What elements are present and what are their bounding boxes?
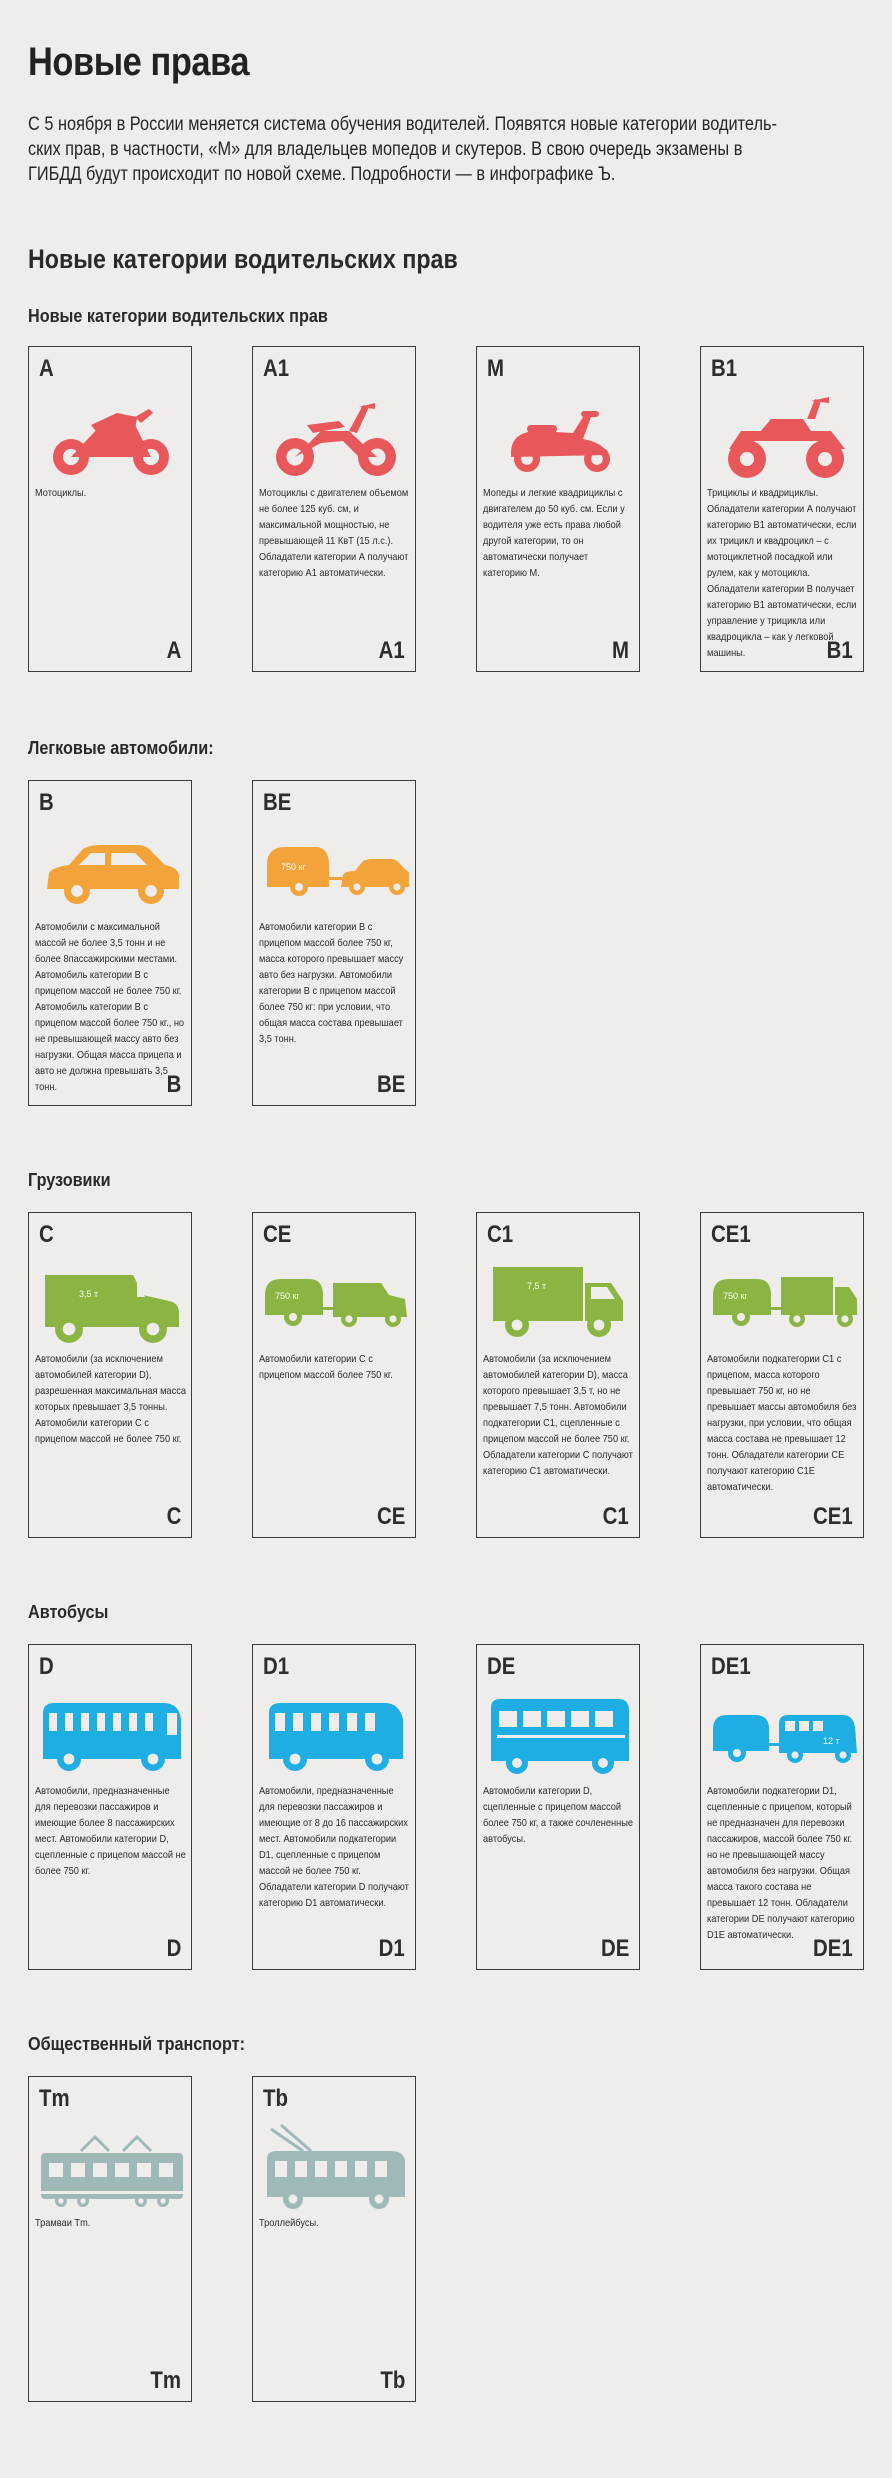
section-title: Новые категории водительских прав <box>28 306 328 326</box>
category-code-footer: B1 <box>826 637 853 664</box>
svg-text:12 т: 12 т <box>823 1736 840 1746</box>
category-code-footer: C <box>166 1503 181 1530</box>
category-description: Мотоциклы с двигателем объемом не более 125 куб. см, и максимальной мощностью, не превышающей 11 КвТ (15 л.с.). Обладатели категории А получают категорию А1 автоматически. <box>259 487 409 579</box>
intro-text <box>28 112 854 187</box>
category-code: BE <box>263 789 292 816</box>
category-description: Автомобили подкатегории С1 с прицепом, масса которого превышает 750 кг, но не превышает массы автомобиля без нагрузки, при условии, что общая масса состава не превышает 12 тонн. Обладатели категории СЕ получают категорию С1Е автоматически. <box>707 1353 857 1493</box>
subheading: Новые категории водительских прав <box>28 244 458 274</box>
category-description: Трамваи Tm. <box>35 2217 91 2229</box>
category-description: Автомобили, предназначенные для перевозки пассажиров и имеющие от 8 до 16 пассажирских мест. Автомобили подкатегории D1, сцепленные с прицепом массой не более 750 кг. Обладатели категории D получают категорию D1 автоматически. <box>259 1785 409 1909</box>
section-title: Общественный транспорт: <box>28 2034 245 2054</box>
category-code: CE1 <box>711 1221 751 1248</box>
dirt-bike-icon <box>263 391 407 481</box>
category-description: Автомобили с максимальной массой не более 3,5 тонн и не более 8пассажирскими местами. Автомобиль категории В с прицепом массой не более 750 кг. Автомобиль категории В с прицепом массой более 750 кг., но не превышающей массу авто без нагрузки. Общая масса прицепа и авто не должна превышать 3,5 тонн. <box>35 921 185 1093</box>
intro-line: С 5 ноября в России меняется система обучения водителей. Появятся новые категории водитель- <box>28 114 777 135</box>
intro-line: ГИБДД будут происходит по новой схеме. Подробности — в инфографике Ъ. <box>28 164 616 185</box>
scooter-icon <box>487 391 631 481</box>
license-category-card <box>28 780 192 1106</box>
trolleybus-icon <box>263 2121 407 2211</box>
category-code: DE1 <box>711 1653 751 1680</box>
category-description: Автомобили категории С с прицепом массой более 750 кг. <box>259 1353 393 1381</box>
category-code-footer: Tm <box>150 2367 181 2394</box>
category-code: D <box>39 1653 54 1680</box>
category-description: Троллейбусы. <box>259 2217 319 2229</box>
svg-text:750 кг: 750 кг <box>723 1291 748 1301</box>
license-category-card <box>476 1644 640 1970</box>
intro-line: ских прав, в частности, «M» для владельцев мопедов и скутеров. В свою очередь экзамены в <box>28 139 743 160</box>
category-description: Мопеды и легкие квадрициклы с двигателем до 50 куб. см. Если у водителя уже есть права любой другой категории, то он автоматически получает категорию М. <box>483 487 625 579</box>
category-code-footer: DE <box>600 1935 629 1962</box>
category-description: Автомобили подкатегории D1, сцепленные с прицепом, который не предназначен для перевозки пассажиров, массой более 750 кг. но не превышающей массу автомобиля без нагрузки. Общая масса такого состава не превышает 12 тонн. Обладатели категории DE получают категорию D1E автоматически. <box>707 1785 855 1941</box>
car-trailer-icon <box>263 825 407 915</box>
category-code: M <box>487 355 504 382</box>
category-description: Мотоциклы. <box>35 487 87 499</box>
category-code: DE <box>487 1653 516 1680</box>
page-title: Новые права <box>28 40 250 84</box>
category-code-footer: A1 <box>378 637 405 664</box>
articulated-bus-icon <box>487 1689 631 1779</box>
category-code: Tb <box>263 2085 288 2112</box>
category-description: Автомобили категории В с прицепом массой более 750 кг, масса которого превышает массу авто без нагрузки. Автомобили категории В с прицепом массой более 750 кг: при условии, что общая масса состава превышает 3,5 тонн. <box>259 921 404 1045</box>
category-description: Автомобили, предназначенные для перевозки пассажиров и имеющие более 8 пассажирских мест. Автомобили категории D, сцепленные с прицепом массой не более 750 кг. <box>35 1785 186 1877</box>
section-title: Легковые автомобили: <box>28 738 214 758</box>
category-code-footer: CE1 <box>813 1503 853 1530</box>
license-category-card <box>252 1644 416 1970</box>
category-description: Автомобили (за исключением автомобилей категории D), разрешенная максимальная масса которых превышает 3,5 тонны. Автомобили категории С с прицепом массой не более 750 кг. <box>35 1353 186 1445</box>
license-category-card <box>252 1212 416 1538</box>
category-code: Tm <box>39 2085 70 2112</box>
section-title: Автобусы <box>28 1602 109 1622</box>
car-icon <box>39 825 183 915</box>
license-category-card <box>252 780 416 1106</box>
motorcycle-icon <box>39 391 183 481</box>
van-icon <box>39 1257 183 1347</box>
box-truck-trailer-icon <box>711 1257 855 1347</box>
category-code-footer: Tb <box>380 2367 405 2394</box>
license-category-card <box>700 346 864 672</box>
quad-bike-icon <box>711 391 855 481</box>
category-code-footer: DE1 <box>813 1935 853 1962</box>
category-code-footer: BE <box>376 1071 405 1098</box>
category-code-footer: D <box>166 1935 181 1962</box>
license-category-card <box>252 346 416 672</box>
category-description: Трициклы и квадрициклы. Обладатели категории А получают категорию В1 автоматически, если их трицикл и квадроцикл – с мотоциклетной посадкой или рулем, как у мотоцикла. Обладатели категории В получает категорию В1 автоматически, если управление у трицикла или квадроцикла – как у легковой машины. <box>707 487 857 659</box>
category-code: D1 <box>263 1653 290 1680</box>
minibus-trailer-icon <box>711 1689 855 1779</box>
tram-icon <box>39 2121 183 2211</box>
category-code: C <box>39 1221 54 1248</box>
license-category-card <box>700 1644 864 1970</box>
license-category-card <box>28 2076 192 2402</box>
license-category-card <box>28 1212 192 1538</box>
box-truck-icon <box>487 1257 631 1347</box>
license-category-card <box>700 1212 864 1538</box>
category-description: Автомобили категории D, сцепленные с прицепом массой более 750 кг, а также сочлененные автобусы. <box>483 1785 634 1845</box>
section-title: Грузовики <box>28 1170 111 1190</box>
svg-text:7,5 т: 7,5 т <box>527 1281 547 1291</box>
truck-trailer-icon <box>263 1257 407 1347</box>
category-code: B1 <box>711 355 738 382</box>
svg-text:750 кг: 750 кг <box>281 862 306 872</box>
category-code: C1 <box>487 1221 514 1248</box>
svg-text:750 кг: 750 кг <box>275 1291 300 1301</box>
category-code-footer: M <box>612 637 629 664</box>
category-description: Автомобили (за исключением автомобилей категории D), масса которого превышает 3,5 т, но не превышает 7,5 тонн. Автомобили подкатегории С1, сцепленные с прицепом массой не более 750 кг. Обладатели категории С получают категорию С1 автоматически. <box>483 1353 633 1477</box>
svg-text:3,5 т: 3,5 т <box>79 1289 99 1299</box>
category-code-footer: CE <box>376 1503 405 1530</box>
bus-icon <box>39 1689 183 1779</box>
category-code-footer: A <box>166 637 181 664</box>
license-category-card <box>252 2076 416 2402</box>
category-code: B <box>39 789 54 816</box>
category-code-footer: C1 <box>602 1503 629 1530</box>
license-category-card <box>476 1212 640 1538</box>
category-code: A <box>39 355 54 382</box>
category-code: CE <box>263 1221 292 1248</box>
license-category-card <box>28 1644 192 1970</box>
category-code-footer: D1 <box>378 1935 405 1962</box>
license-category-card <box>28 346 192 672</box>
minibus-icon <box>263 1689 407 1779</box>
license-category-card <box>476 346 640 672</box>
category-code-footer: B <box>166 1071 181 1098</box>
category-code: A1 <box>263 355 290 382</box>
